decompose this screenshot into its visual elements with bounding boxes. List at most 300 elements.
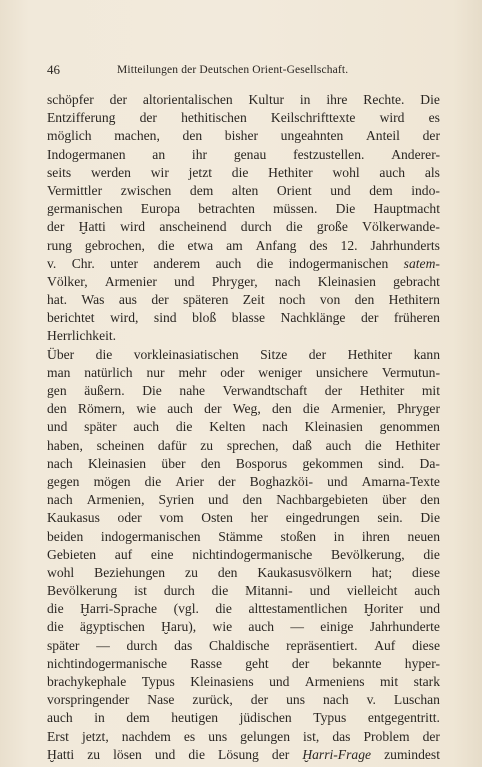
word: repräsentiert.	[286, 637, 358, 653]
word: Erst	[47, 728, 69, 744]
word: dem	[369, 182, 393, 198]
word: Kleinasien	[87, 455, 147, 471]
word: werden	[90, 164, 131, 180]
word: indogermanischen	[288, 255, 389, 271]
word: die	[47, 601, 64, 617]
word: von	[319, 292, 341, 308]
word: auf	[114, 546, 133, 562]
word: oder	[117, 510, 142, 526]
word: stark	[413, 674, 440, 689]
text-line	[47, 509, 440, 527]
word: nur	[146, 364, 165, 380]
word: Ḫoriter	[363, 601, 404, 617]
word: hat.	[47, 292, 68, 308]
word: diese	[412, 564, 440, 580]
word: die	[302, 401, 320, 417]
word: und	[174, 273, 195, 289]
text-line	[47, 400, 440, 418]
word: Hethitern	[388, 292, 440, 308]
word: wohl	[332, 164, 360, 180]
text-line	[47, 164, 440, 182]
word: die	[211, 583, 229, 599]
word: blasse	[231, 310, 266, 326]
word: auch	[325, 437, 352, 453]
text-line	[47, 746, 440, 764]
page-number: 46	[47, 62, 60, 77]
word: Da-	[419, 455, 440, 471]
word: nach	[47, 455, 73, 471]
word: wie	[136, 401, 156, 417]
word: hyper-	[404, 655, 440, 671]
word: nahe	[179, 383, 206, 398]
word: der	[360, 310, 379, 326]
word: nichtindogermanische	[192, 546, 313, 562]
word: kann	[413, 346, 440, 362]
word: in	[94, 710, 105, 726]
word: anderem	[153, 255, 201, 271]
word: Kleinasiens	[190, 674, 254, 689]
word: auch	[414, 583, 440, 599]
word: den	[217, 564, 238, 580]
word: Gebieten	[47, 546, 97, 562]
word: uns	[286, 692, 305, 708]
word: zwischen	[120, 182, 172, 198]
word: der	[47, 219, 65, 235]
word: Stämme	[218, 528, 263, 544]
word: Armeniens	[304, 674, 365, 689]
word: nach	[47, 492, 73, 508]
word: Hethiter	[359, 383, 405, 398]
word: Rasse	[190, 655, 222, 671]
text-line	[47, 655, 440, 673]
word: betrachten	[198, 201, 255, 217]
text-line	[47, 491, 440, 509]
text-line	[47, 127, 440, 145]
word: Typus	[313, 710, 347, 726]
word: germanischen	[47, 201, 123, 217]
word: Problem	[363, 728, 410, 744]
word: der	[291, 655, 310, 671]
word: Was	[81, 292, 105, 308]
word: Sitze	[260, 346, 288, 362]
word: der	[204, 401, 222, 417]
word: und	[419, 601, 440, 617]
word: vom	[159, 510, 184, 526]
text-line	[47, 455, 440, 473]
word: das	[332, 728, 351, 744]
text-line	[47, 200, 440, 218]
word: der	[250, 692, 269, 708]
word: etwa	[187, 237, 214, 253]
word: Die	[420, 510, 440, 526]
word: die	[286, 219, 303, 235]
word: möglich	[47, 128, 92, 144]
word: Phryger	[396, 401, 440, 417]
word: altorientalischen	[142, 92, 233, 107]
word: auch	[248, 619, 275, 635]
word: Ḫarri-Sprache	[80, 601, 158, 617]
word: Ḫarri-Frage	[302, 746, 372, 762]
word: her	[250, 510, 269, 526]
word: durch	[240, 219, 272, 235]
word: wir	[150, 164, 169, 180]
word: Römern,	[77, 401, 126, 417]
word: Bevölkerung,	[331, 546, 405, 562]
word: entgegentritt.	[367, 710, 440, 726]
word: auch	[47, 710, 73, 726]
word: die	[144, 473, 162, 489]
word: Boghazköi-	[249, 473, 314, 489]
word: nachdem	[121, 728, 171, 744]
word: aus	[118, 292, 137, 308]
word: Vermutun-	[381, 364, 440, 380]
text-line	[47, 437, 440, 455]
word: sein.	[377, 510, 403, 526]
word: nach	[322, 692, 349, 708]
word: Die	[142, 383, 162, 398]
word: vorkleinasiatischen	[133, 346, 239, 362]
word: Die	[335, 201, 356, 217]
word: genommen	[379, 419, 440, 435]
word: durch	[126, 637, 158, 653]
text-line	[47, 546, 440, 564]
word: jüdischen	[239, 710, 292, 726]
word: scheinen	[96, 437, 145, 453]
word: machen,	[114, 128, 160, 144]
word: unsichere	[315, 364, 368, 380]
word: Kaukasus	[47, 510, 100, 526]
word: dem	[126, 710, 150, 726]
word: auch	[133, 419, 160, 435]
word: der	[218, 473, 236, 489]
word: die	[188, 746, 205, 762]
word: Vermittler	[47, 182, 103, 198]
word: rung	[47, 237, 72, 253]
word: und	[154, 746, 176, 762]
word: in	[333, 528, 345, 544]
word: Kleinasien	[317, 273, 376, 289]
word: der	[109, 92, 128, 107]
word: Rechte.	[363, 92, 405, 107]
word: diese	[412, 637, 440, 653]
word: äußern.	[84, 383, 125, 398]
word: v.	[366, 692, 376, 708]
word: wird	[379, 110, 405, 126]
word: weniger	[258, 364, 303, 380]
text-line	[47, 528, 440, 546]
word: Chr.	[71, 255, 95, 271]
word: zu	[185, 564, 198, 580]
word: Jahrhunderts	[370, 237, 440, 253]
word: auch	[167, 401, 193, 417]
text-line	[47, 728, 440, 746]
word: Nase	[147, 692, 175, 708]
word: den	[200, 455, 221, 471]
text-line	[47, 91, 440, 109]
word: die	[95, 346, 113, 362]
word: Auf	[374, 637, 396, 653]
word: Armenier,	[330, 401, 386, 417]
word: der	[422, 728, 440, 744]
word: ihr	[191, 146, 208, 162]
word: Kleinasien	[304, 419, 363, 435]
word: neuen	[407, 528, 440, 544]
word: an	[152, 146, 166, 162]
text-line	[47, 309, 440, 327]
text-line	[47, 109, 440, 127]
word: hethitischen	[181, 110, 247, 126]
word: Europa	[140, 201, 181, 217]
word: Jahrhunderte	[369, 619, 440, 635]
word: Luschan	[393, 692, 440, 708]
word: Armenier	[104, 273, 157, 289]
word: Nachbargebieten	[276, 492, 369, 508]
word: den	[242, 492, 263, 508]
text-line	[47, 364, 440, 382]
word: den	[420, 492, 440, 508]
text-line	[47, 618, 440, 636]
word: noch	[279, 292, 306, 308]
text-line	[47, 273, 440, 291]
word: in	[299, 92, 311, 107]
word: Chaldische	[209, 637, 270, 653]
word: Beziehungen	[94, 564, 166, 580]
word: bekannte	[332, 655, 382, 671]
word: 12.	[340, 237, 358, 253]
word: zurück,	[192, 692, 233, 708]
word: heutigen	[171, 710, 219, 726]
word: indogermanischen	[100, 528, 201, 544]
word: anscheinend	[159, 219, 227, 235]
body-text	[47, 91, 440, 764]
word: es	[428, 110, 440, 126]
word: zu	[87, 746, 101, 762]
word: der	[324, 383, 343, 398]
word: das	[174, 637, 193, 653]
word: mehr	[178, 364, 207, 380]
word: eingedrungen	[285, 510, 360, 526]
word: den	[354, 292, 375, 308]
word: Hethiter	[268, 164, 313, 180]
word: später	[47, 637, 80, 653]
word: man	[47, 364, 71, 380]
word: der	[139, 110, 157, 126]
word: Armenien,	[86, 492, 145, 508]
word: mit	[379, 674, 399, 689]
word: alten	[231, 182, 259, 198]
text-line	[47, 418, 440, 436]
word: wird	[120, 219, 146, 235]
word: wie	[212, 619, 233, 635]
word: der	[271, 746, 290, 762]
word: Lösung	[218, 746, 259, 762]
word: indo-	[411, 182, 440, 198]
word: Über	[47, 346, 75, 362]
word: und	[269, 674, 290, 689]
word: am	[226, 237, 243, 253]
word: mögen	[93, 473, 131, 489]
word: als	[424, 164, 440, 180]
word: unter	[110, 255, 139, 271]
word: Entzifferung	[47, 110, 116, 126]
word: dafür	[157, 437, 187, 453]
word: Weg,	[232, 401, 261, 417]
word: durch	[163, 583, 195, 599]
word: auch	[215, 255, 242, 271]
word: Verwandtschaft	[222, 383, 308, 398]
word: die	[231, 164, 249, 180]
word: späteren	[183, 292, 229, 308]
word: die	[175, 419, 193, 435]
word: bloß	[192, 310, 217, 326]
text-line	[47, 691, 440, 709]
word: und	[208, 492, 229, 508]
word: auch	[379, 164, 406, 180]
word: ist	[134, 583, 147, 599]
word: Syrien	[158, 492, 195, 508]
word: die	[215, 601, 232, 617]
word: ägyptischen	[79, 619, 145, 635]
running-head: Mitteilungen der Deutschen Orient-Gesellschaft.	[117, 64, 349, 76]
word: nichtindogermanische	[47, 655, 168, 671]
word: der	[422, 128, 440, 144]
text-line	[47, 327, 440, 345]
word: ungeahnten	[280, 128, 344, 144]
text-line	[47, 382, 440, 400]
word: Kelten	[209, 419, 246, 435]
word: gelungen	[240, 728, 290, 744]
word: Hauptmacht	[373, 201, 440, 217]
word: später	[84, 419, 117, 435]
word: große	[316, 219, 348, 235]
text-line	[47, 237, 440, 255]
page-header	[47, 62, 437, 78]
word: wird,	[110, 310, 139, 326]
word: Herrlichkeit.	[47, 328, 117, 344]
word: sprechen,	[226, 437, 279, 453]
word: die	[256, 255, 274, 271]
word: Anfang	[255, 237, 297, 253]
word: seits	[47, 164, 72, 180]
word: jetzt,	[81, 728, 109, 744]
word: oder	[220, 364, 245, 380]
word: Nachklänge	[280, 310, 346, 326]
word: uns	[208, 728, 228, 744]
word: Bosporus	[235, 455, 288, 471]
word: Kultur	[248, 92, 285, 107]
word: Mitanni-	[245, 583, 293, 599]
word: der	[308, 346, 327, 362]
word: Kaukasusvölkern	[257, 564, 352, 580]
word: berichtet	[47, 310, 95, 326]
word: der	[151, 292, 169, 308]
word: Phryger,	[211, 273, 258, 289]
text-line	[47, 582, 440, 600]
word: geht	[245, 655, 269, 671]
word: vorspringender	[47, 692, 130, 708]
word: gebrochen,	[84, 237, 145, 253]
word: hat;	[371, 564, 393, 580]
word: Anteil	[365, 128, 400, 144]
word: die	[157, 237, 175, 253]
word: die	[423, 546, 440, 562]
word: Hethiter	[347, 346, 393, 362]
word: früheren	[393, 310, 440, 326]
word: und	[330, 182, 351, 198]
word: bisher	[224, 128, 259, 144]
word: müssen.	[273, 201, 318, 217]
word: und	[309, 583, 330, 599]
word: es	[183, 728, 196, 744]
word: brachykephale	[47, 674, 127, 689]
text-line	[47, 709, 440, 727]
word: jetzt	[188, 164, 213, 180]
word: (vgl.	[173, 601, 199, 617]
word: Amarna-Texte	[361, 473, 440, 489]
word: dem	[189, 182, 214, 198]
word: mit	[421, 383, 440, 398]
word: über	[161, 455, 186, 471]
word: die	[47, 619, 64, 635]
word: nach	[274, 273, 301, 289]
word: stoßen	[280, 528, 316, 544]
text-line	[47, 564, 440, 582]
word: sind.	[378, 455, 405, 471]
word: Bevölkerung	[47, 583, 118, 599]
word: gebracht	[393, 273, 440, 289]
word: Orient	[276, 182, 312, 198]
word: und	[327, 473, 348, 489]
word: Völkerwande-	[362, 219, 440, 235]
word: natürlich	[84, 364, 133, 380]
word: Arier	[175, 473, 205, 489]
word: Die	[420, 92, 440, 107]
word: die	[365, 437, 382, 453]
word: sind	[153, 310, 177, 326]
word: Typus	[141, 674, 175, 689]
text-line	[47, 218, 440, 236]
word: über	[382, 492, 407, 508]
word: ist,	[303, 728, 320, 744]
word: gegen	[47, 473, 80, 489]
word: genau	[233, 146, 267, 162]
text-line	[47, 346, 440, 364]
text-line	[47, 182, 440, 200]
word: gekommen	[302, 455, 363, 471]
word: nach	[262, 419, 288, 435]
word: satem-	[403, 255, 440, 271]
word: des	[309, 237, 328, 253]
word: alttestamentlichen	[248, 601, 348, 617]
text-line	[47, 291, 440, 309]
word: Hethiter	[395, 437, 440, 453]
word: Ḫatti	[78, 219, 106, 235]
word: v.	[47, 255, 57, 271]
word: ihre	[326, 92, 348, 107]
word: festzustellen.	[293, 146, 365, 162]
word: Völker,	[47, 273, 88, 289]
word: zu	[200, 437, 214, 453]
word: ihren	[361, 528, 390, 544]
word: Zeit	[242, 292, 265, 308]
text-line	[47, 255, 440, 273]
word: daß	[292, 437, 312, 453]
word: beiden	[47, 528, 84, 544]
word: Anderer-	[391, 146, 440, 162]
word: den	[47, 401, 67, 417]
word: einige	[320, 619, 354, 635]
word: —	[96, 637, 110, 653]
